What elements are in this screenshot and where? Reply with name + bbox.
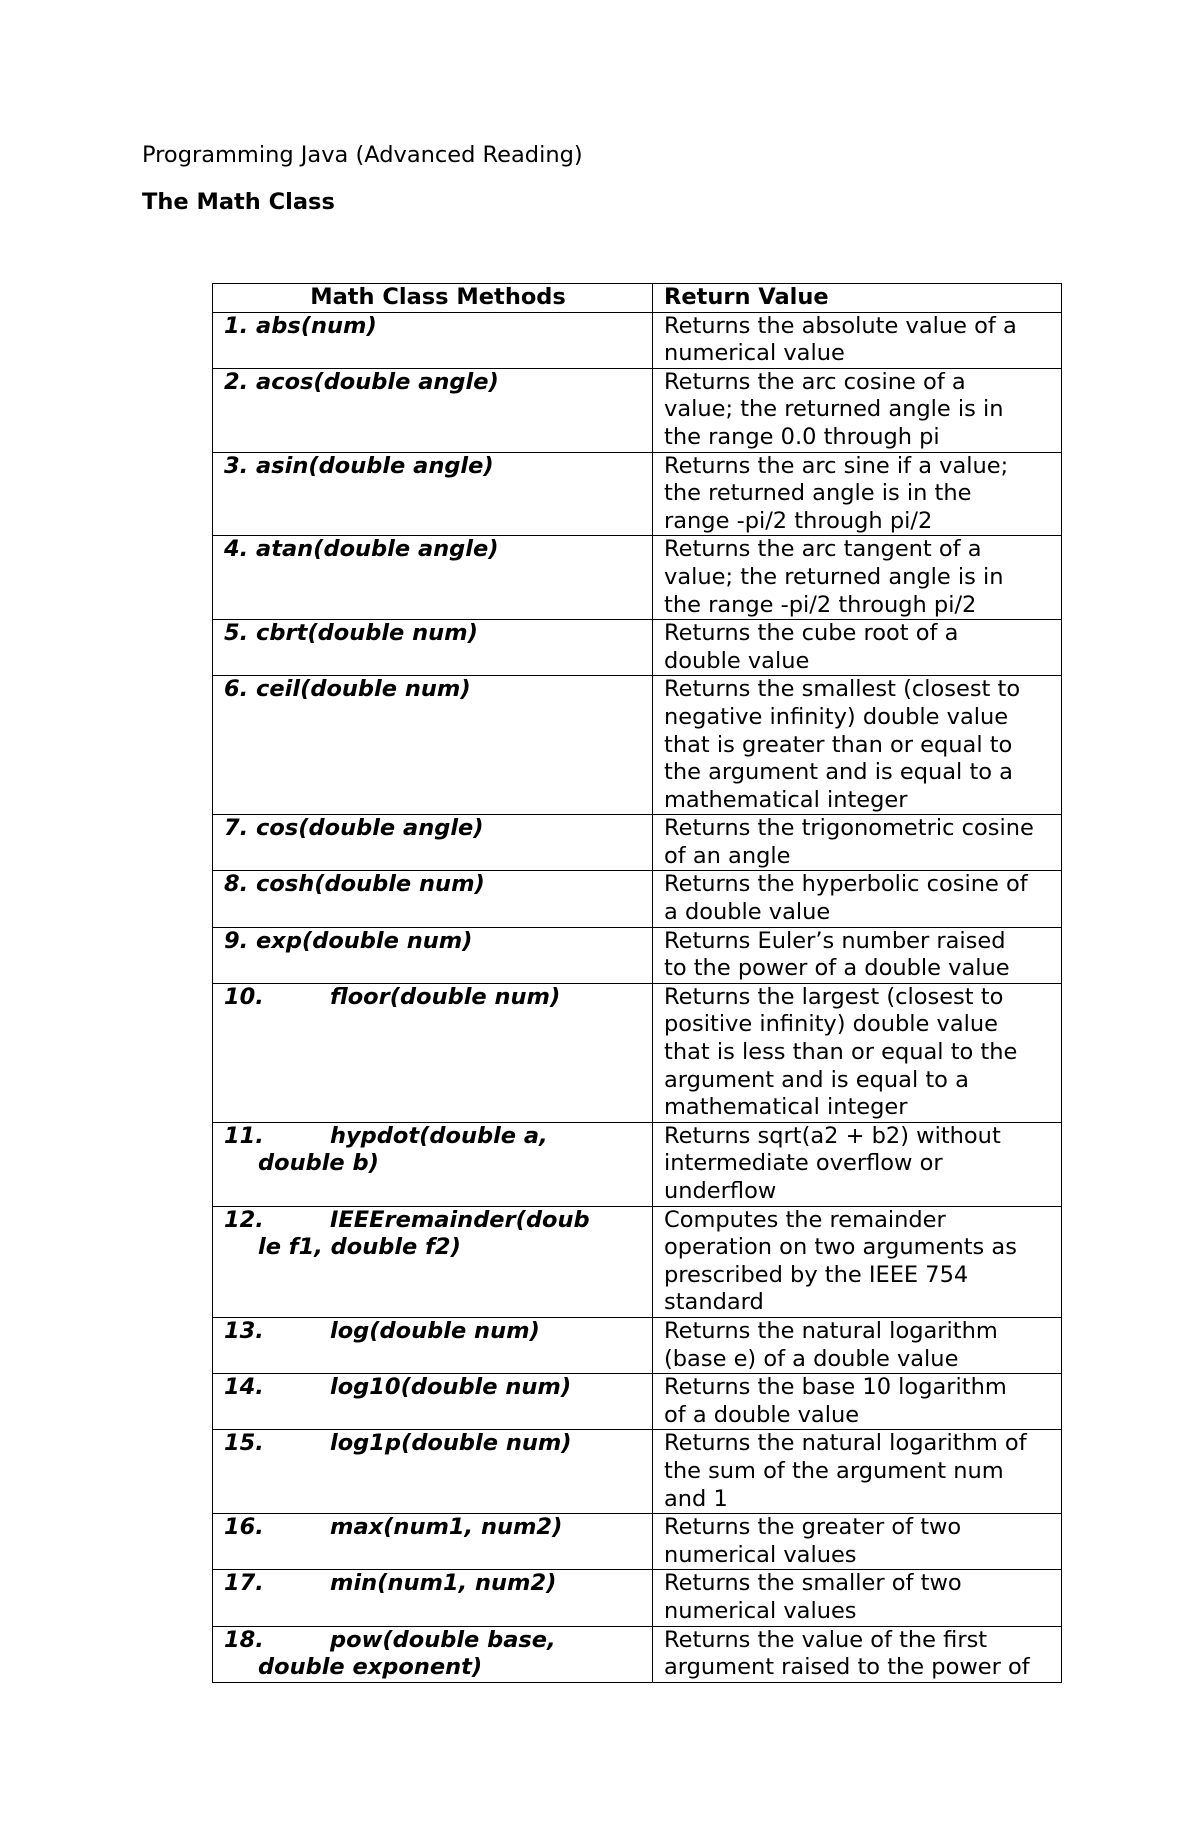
return-value-text: prescribed by the IEEE 754 <box>664 1261 969 1288</box>
table-row <box>213 983 1062 1122</box>
return-value-text: negative infinity) double value <box>664 703 1009 730</box>
method-cell <box>213 1626 653 1682</box>
table-row <box>213 871 1062 927</box>
math-methods-table <box>212 283 1062 1683</box>
method-signature: asin(double angle) <box>256 452 494 479</box>
method-signature: le f1, double f2) <box>258 1234 461 1261</box>
method-cell <box>213 1514 653 1570</box>
method-number: 9. <box>224 927 249 954</box>
return-value-text: Returns the value of the first <box>664 1626 988 1653</box>
return-value-cell <box>653 1570 1062 1626</box>
return-value-text: and 1 <box>664 1485 728 1512</box>
document-subtitle: Programming Java (Advanced Reading) <box>142 142 583 168</box>
return-value-text: Returns the natural logarithm of <box>664 1430 1027 1457</box>
return-value-cell <box>653 1206 1062 1317</box>
return-value-text: the sum of the argument num <box>664 1457 1004 1484</box>
return-value-text: positive infinity) double value <box>664 1011 998 1038</box>
return-value-text: numerical value <box>664 340 845 367</box>
method-signature: IEEEremainder(doub <box>330 1206 590 1233</box>
table-row <box>213 312 1062 368</box>
method-cell <box>213 1317 653 1373</box>
return-value-cell <box>653 1374 1062 1430</box>
method-signature: exp(double num) <box>256 927 473 954</box>
return-value-text: numerical values <box>664 1541 857 1568</box>
method-signature: double b) <box>258 1150 379 1177</box>
return-value-text: that is greater than or equal to <box>664 731 1013 758</box>
return-value-text: underflow <box>664 1178 777 1204</box>
table-row <box>213 1206 1062 1317</box>
method-number: 5. <box>224 620 249 647</box>
table-row <box>213 1430 1062 1514</box>
method-signature: log1p(double num) <box>330 1430 572 1457</box>
return-value-text: the returned angle is in the <box>664 480 972 507</box>
method-number: 15. <box>224 1430 264 1457</box>
method-cell <box>213 1430 653 1514</box>
method-cell <box>213 312 653 368</box>
method-cell <box>213 871 653 927</box>
return-value-text: Returns the absolute value of a <box>664 312 1017 339</box>
method-cell <box>213 1570 653 1626</box>
return-value-text: range -pi/2 through pi/2 <box>664 507 933 534</box>
method-number: 8. <box>224 871 249 898</box>
return-value-cell <box>653 815 1062 871</box>
return-value-text: value; the returned angle is in <box>664 563 1004 590</box>
return-value-cell <box>653 1626 1062 1682</box>
table-row <box>213 536 1062 620</box>
return-value-text: numerical values <box>664 1597 857 1624</box>
return-value-text: Computes the remainder <box>664 1206 946 1233</box>
table-row <box>213 1317 1062 1373</box>
method-signature: cosh(double num) <box>256 871 485 898</box>
method-signature: atan(double angle) <box>256 536 499 563</box>
method-signature: max(num1, num2) <box>330 1514 563 1541</box>
method-number: 6. <box>224 676 249 703</box>
document-title: The Math Class <box>142 189 335 215</box>
return-value-text: operation on two arguments as <box>664 1234 1017 1261</box>
table-row <box>213 1374 1062 1430</box>
table-header-row <box>213 284 1062 313</box>
method-number: 14. <box>224 1374 264 1401</box>
method-signature: floor(double num) <box>330 983 561 1010</box>
return-value-cell <box>653 871 1062 927</box>
method-cell <box>213 983 653 1122</box>
return-value-text: a double value <box>664 899 831 926</box>
return-value-cell <box>653 368 1062 452</box>
method-number: 16. <box>224 1514 264 1541</box>
return-value-text: Returns the largest (closest to <box>664 983 1004 1010</box>
return-value-cell <box>653 312 1062 368</box>
method-signature: double exponent) <box>258 1654 483 1681</box>
column-header-method: Math Class Methods <box>213 284 653 313</box>
return-value-text: Returns the cube root of a <box>664 620 959 647</box>
return-value-text: intermediate overflow or <box>664 1150 943 1177</box>
method-number: 1. <box>224 312 249 339</box>
return-value-text: Returns the greater of two <box>664 1514 962 1541</box>
table-row <box>213 1626 1062 1682</box>
method-number: 4. <box>224 536 249 563</box>
return-value-cell <box>653 1317 1062 1373</box>
return-value-text: Returns the trigonometric cosine <box>664 815 1034 842</box>
method-number: 17. <box>224 1570 264 1597</box>
return-value-text: of an angle <box>664 842 791 869</box>
return-value-text: Returns the arc cosine of a <box>664 368 966 395</box>
return-value-cell <box>653 983 1062 1122</box>
return-value-cell <box>653 1430 1062 1514</box>
return-value-text: (base e) of a double value <box>664 1345 959 1372</box>
table-body <box>213 312 1062 1682</box>
method-signature: hypdot(double a, <box>330 1122 548 1149</box>
method-cell <box>213 815 653 871</box>
method-signature: min(num1, num2) <box>330 1570 557 1597</box>
table-row <box>213 452 1062 536</box>
method-signature: log(double num) <box>330 1317 540 1344</box>
method-cell <box>213 620 653 676</box>
return-value-text: Returns Euler’s number raised <box>664 927 1006 954</box>
return-value-text: the argument and is equal to a <box>664 759 1013 786</box>
return-value-text: to the power of a double value <box>664 955 1010 982</box>
return-value-text: mathematical integer <box>664 786 908 813</box>
return-value-text: Returns the smallest (closest to <box>664 676 1021 703</box>
return-value-text: Returns the arc sine if a value; <box>664 452 1009 479</box>
table-row <box>213 1570 1062 1626</box>
method-cell <box>213 536 653 620</box>
return-value-cell <box>653 1514 1062 1570</box>
table-row <box>213 368 1062 452</box>
method-number: 13. <box>224 1317 264 1344</box>
method-number: 2. <box>224 368 249 395</box>
return-value-text: of a double value <box>664 1401 860 1428</box>
return-value-cell <box>653 1122 1062 1206</box>
return-value-text: double value <box>664 647 810 674</box>
method-number: 10. <box>224 983 264 1010</box>
return-value-cell <box>653 676 1062 815</box>
return-value-text: Returns the arc tangent of a <box>664 536 982 563</box>
table-row <box>213 1514 1062 1570</box>
method-signature: pow(double base, <box>330 1626 556 1653</box>
method-number: 12. <box>224 1206 264 1233</box>
return-value-text: standard <box>664 1289 764 1316</box>
method-signature: log10(double num) <box>330 1374 572 1401</box>
method-signature: ceil(double num) <box>256 676 471 703</box>
return-value-cell <box>653 536 1062 620</box>
return-value-text: argument and is equal to a <box>664 1066 969 1093</box>
return-value-text: that is less than or equal to the <box>664 1039 1018 1066</box>
method-cell <box>213 1374 653 1430</box>
table-row <box>213 815 1062 871</box>
method-cell <box>213 676 653 815</box>
method-cell <box>213 368 653 452</box>
return-value-text: argument raised to the power of <box>664 1654 1030 1681</box>
method-signature: cos(double angle) <box>256 815 484 842</box>
return-value-text: the range 0.0 through pi <box>664 423 940 450</box>
return-value-text: mathematical integer <box>664 1094 908 1121</box>
method-cell <box>213 452 653 536</box>
method-cell <box>213 927 653 983</box>
return-value-text: Returns the smaller of two <box>664 1570 962 1597</box>
return-value-cell <box>653 620 1062 676</box>
return-value-text: Returns the natural logarithm <box>664 1317 998 1344</box>
return-value-text: Returns the base 10 logarithm <box>664 1374 1007 1401</box>
column-header-return-value: Return Value <box>653 284 1062 313</box>
method-number: 18. <box>224 1626 264 1653</box>
return-value-text: Returns the hyperbolic cosine of <box>664 871 1028 898</box>
return-value-cell <box>653 927 1062 983</box>
method-signature: abs(num) <box>256 312 377 339</box>
return-value-text: the range -pi/2 through pi/2 <box>664 591 977 618</box>
return-value-text: Returns sqrt(a2 + b2) without <box>664 1122 1001 1149</box>
method-signature: acos(double angle) <box>256 368 499 395</box>
return-value-cell <box>653 452 1062 536</box>
method-number: 7. <box>224 815 249 842</box>
method-signature: cbrt(double num) <box>256 620 478 647</box>
table-row <box>213 620 1062 676</box>
method-number: 11. <box>224 1122 264 1149</box>
return-value-text: value; the returned angle is in <box>664 396 1004 423</box>
table-row <box>213 1122 1062 1206</box>
method-cell <box>213 1122 653 1206</box>
table-row <box>213 927 1062 983</box>
method-cell <box>213 1206 653 1317</box>
table-row <box>213 676 1062 815</box>
method-number: 3. <box>224 452 249 479</box>
